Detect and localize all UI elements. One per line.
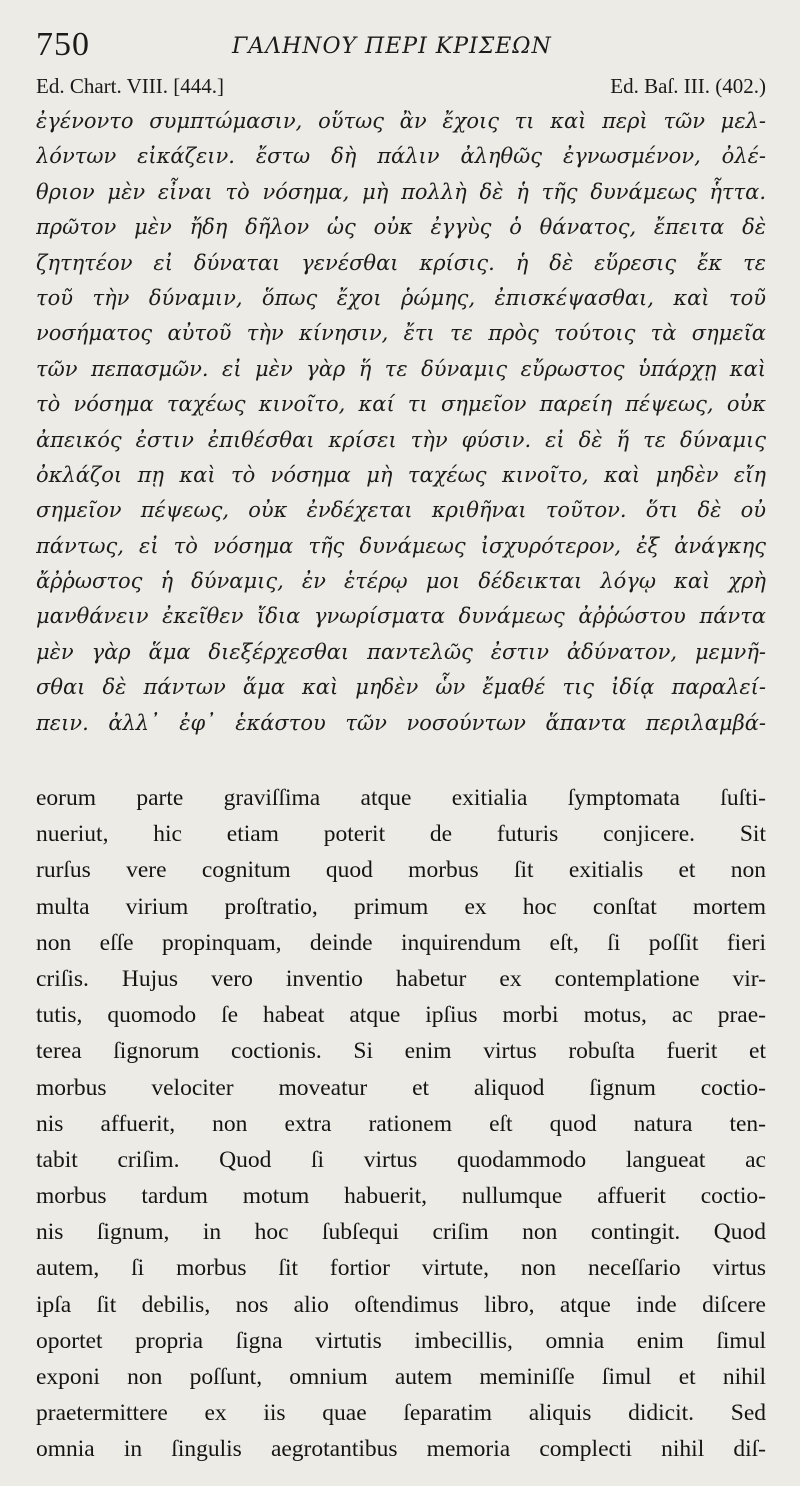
latin-text-line: terea ſignorum coctionis. Si enim virtus robuſta fuerit et (36, 1038, 766, 1065)
latin-text-line: nis affuerit, non extra rationem eſt quod natura ten- (36, 1110, 766, 1137)
edition-reference-line (36, 74, 766, 104)
greek-text-line: ζητητέον εἰ δύναται γενέσθαι κρίσις. ἡ δὲ εὕρεσις ἔκ τε (36, 250, 766, 275)
latin-text-line: tutis, quomodo ſe habeat atque ipſius morbi motus, ac prae- (36, 1002, 766, 1029)
latin-text-line: rurſus vere cognitum quod morbus ſit exitialis et non (36, 857, 766, 884)
greek-text-line: πάντως, εἰ τὸ νόσημα τῆς δυνάμεως ἰσχυρότερον, ἐξ ἀνάγκης (36, 533, 766, 558)
greek-text-line: νοσήματος αὐτοῦ τὴν κίνησιν, ἔτι τε πρὸς τούτοις τὰ σημεῖα (36, 321, 766, 346)
greek-text-line: ἄῤῥωστος ἡ δύναμις, ἐν ἑτέρῳ μοι δέδεικται λόγῳ καὶ χρὴ (36, 569, 766, 594)
page-header (36, 26, 776, 70)
greek-text-line: θριον μὲν εἶναι τὸ νόσημα, μὴ πολλὴ δὲ ἡ τῆς δυνάμεως ἧττα. (36, 179, 766, 204)
latin-text-line: omnia in ſingulis aegrotantibus memoria complecti nihil diſ- (36, 1436, 766, 1463)
greek-text-line: μανθάνειν ἐκεῖθεν ἴδια γνωρίσματα δυνάμεως ἀῤῥώστου πάντα (36, 604, 766, 629)
greek-text-line: ὀκλάζοι πῃ καὶ τὸ νόσημα μὴ ταχέως κινοῖτο, καὶ μηδὲν εἴη (36, 462, 766, 487)
greek-text-line: τοῦ τὴν δύναμιν, ὅπως ἔχοι ῥώμης, ἐπισκέψασθαι, καὶ τοῦ (36, 285, 766, 310)
latin-text-line: exponi non poſſunt, omnium autem meminiſſe ſimul et nihil (36, 1364, 766, 1390)
latin-text-line: praetermittere ex iis quae ſeparatim aliquis didicit. Sed (36, 1400, 766, 1427)
latin-text-line: multa virium proſtratio, primum ex hoc conſtat mortem (36, 893, 766, 920)
greek-text-line: πρῶτον μὲν ἤδη δῆλον ὡς οὐκ ἐγγὺς ὁ θάνατος, ἔπειτα δὲ (36, 215, 766, 240)
greek-text-line: μὲν γὰρ ἅμα διεξέρχεσθαι παντελῶς ἐστιν ἀδύνατον, μεμνῆ- (36, 639, 766, 664)
greek-text-block (36, 104, 766, 741)
greek-text-line: σημεῖον πέψεως, οὐκ ἐνδέχεται κριθῆναι τοῦτον. ὅτι δὲ οὐ (36, 498, 766, 523)
latin-text-line: tabit criſim. Quod ſi virtus quodammodo langueat ac (36, 1146, 766, 1173)
latin-text-line: eorum parte graviſſima atque exitialia ſymptomata ſuſti- (36, 785, 766, 811)
latin-text-line: oportet propria ſigna virtutis imbecillis, omnia enim ſimul (36, 1327, 766, 1354)
latin-text-line: criſis. Hujus vero inventio habetur ex contemplatione vir- (36, 965, 766, 992)
latin-text-line: morbus tardum motum habuerit, nullumque affuerit coctio- (36, 1183, 766, 1210)
latin-text-line: non eſſe propinquam, deinde inquirendum eſt, ſi poſſit fieri (36, 929, 766, 956)
page-number: 750 (36, 26, 90, 63)
greek-text-line: λόντων εἰκάζειν. ἔστω δὴ πάλιν ἀληθῶς ἐγνωσμένον, ὀλέ- (36, 144, 766, 169)
edition-reference-basel: Ed. Baſ. III. (402.) (610, 74, 766, 98)
greek-text-line: ἐγένοντο συμπτώμασιν, οὕτως ἂν ἔχοις τι καὶ περὶ τῶν μελ- (36, 109, 766, 133)
latin-text-line: morbus velociter moveatur et aliquod ſignum coctio- (36, 1074, 766, 1101)
edition-reference-chartier: Ed. Chart. VIII. [444.] (36, 74, 224, 98)
latin-text-line: autem, ſi morbus ſit fortior virtute, non neceſſario virtus (36, 1255, 766, 1282)
greek-text-line: ἀπεικός ἐστιν ἐπιθέσθαι κρίσει τὴν φύσιν. εἰ δὲ ἥ τε δύναμις (36, 427, 766, 452)
latin-text-line: nis ſignum, in hoc ſubſequi criſim non contingit. Quod (36, 1219, 766, 1246)
greek-text-line: τὸ νόσημα ταχέως κινοῖτο, καί τι σημεῖον παρείη πέψεως, οὐκ (36, 392, 766, 417)
latin-text-line: nueriut, hic etiam poterit de futuris conjicere. Sit (36, 821, 766, 848)
greek-text-line: τῶν πεπασμῶν. εἰ μὲν γὰρ ἥ τε δύναμις εὔρωστος ὑπάρχῃ καὶ (36, 356, 766, 381)
latin-text-block (36, 780, 766, 1468)
running-title: ΓΑΛΗΝΟΥ ΠΕΡΙ ΚΡΙΣΕΩΝ (232, 34, 552, 59)
latin-text-line: ipſa ſit debilis, nos alio oſtendimus libro, atque inde diſcere (36, 1291, 766, 1318)
greek-text-line: πειν. ἀλλ᾽ ἐφ᾽ ἑκάστου τῶν νοσούντων ἅπαντα περιλαμβά- (36, 710, 766, 735)
greek-text-line: σθαι δὲ πάντων ἅμα καὶ μηδὲν ὧν ἔμαθέ τις ἰδίᾳ παραλεί- (36, 675, 766, 700)
